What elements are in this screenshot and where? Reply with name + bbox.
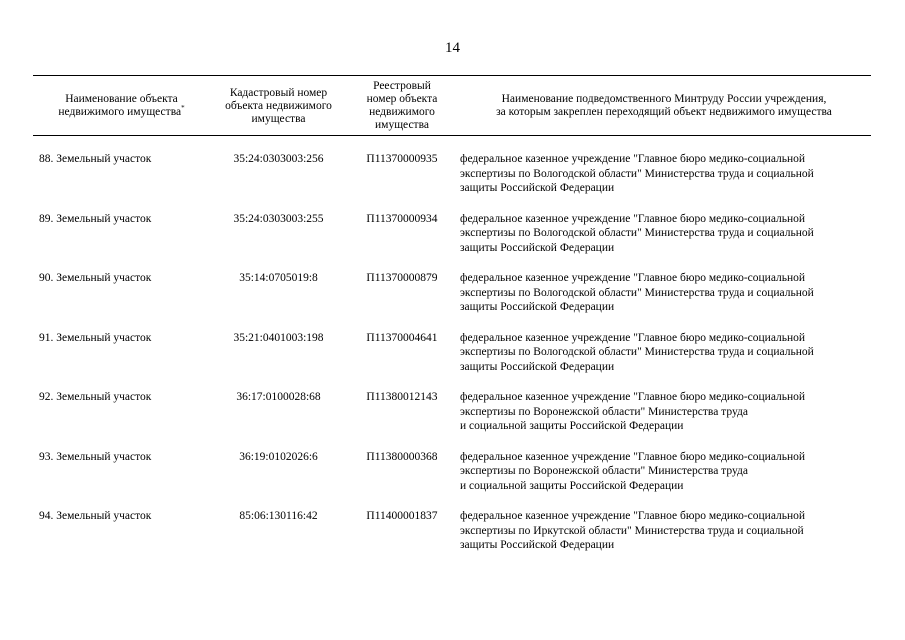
table-row	[33, 450, 871, 510]
registry-number: П11400001837	[366, 510, 438, 522]
header-object-name	[33, 78, 210, 134]
header-object-name-label	[58, 93, 184, 119]
object-name: 94. Земельный участок	[39, 510, 152, 522]
table-row	[33, 152, 871, 212]
institution-name: федеральное казенное учреждение "Главное бюро медико-социальной экспертизы по Воронежской области" Министерства труда и социальной защиты Российской Федерации	[460, 450, 806, 492]
table-row	[33, 509, 871, 569]
cadastral-number: 36:17:0100028:68	[236, 391, 321, 403]
header-cadastral-number: Кадастровый номер объекта недвижимого имущества	[225, 86, 332, 125]
institution-name: федеральное казенное учреждение "Главное бюро медико-социальной экспертизы по Вологодской области" Министерства труда и социальной защиты Российской Федерации	[460, 331, 814, 373]
cadastral-number: 35:24:0303003:255	[233, 212, 324, 225]
registry-number: П11370000935	[366, 153, 438, 165]
registry-number: П11380012143	[366, 391, 438, 403]
cadastral-number: 35:24:0303003:256	[233, 153, 324, 165]
object-name: 92. Земельный участок	[39, 391, 152, 403]
cadastral-number: 36:19:0102026:6	[239, 450, 318, 463]
registry-number: П11370000879	[366, 272, 438, 284]
table-row	[33, 212, 871, 272]
object-name: 91. Земельный участок	[39, 331, 152, 344]
institution-name: федеральное казенное учреждение "Главное бюро медико-социальной экспертизы по Вологодской области" Министерства труда и социальной защиты Российской Федерации	[460, 153, 814, 194]
registry-number: П11370004641	[366, 331, 438, 344]
institution-name: федеральное казенное учреждение "Главное бюро медико-социальной экспертизы по Воронежской области" Министерства труда и социальной защиты Российской Федерации	[460, 391, 806, 432]
table-row	[33, 390, 871, 450]
table-header-rule	[33, 135, 871, 136]
table-top-rule	[33, 75, 871, 76]
cadastral-number: 35:21:0401003:198	[233, 331, 324, 344]
table-row	[33, 331, 871, 391]
page-number: 14	[445, 40, 460, 56]
object-name: 90. Земельный участок	[39, 272, 152, 284]
registry-number: П11380000368	[366, 450, 438, 463]
institution-name: федеральное казенное учреждение "Главное бюро медико-социальной экспертизы по Вологодской области" Министерства труда и социальной защиты Российской Федерации	[460, 212, 814, 254]
institution-name: федеральное казенное учреждение "Главное бюро медико-социальной экспертизы по Вологодской области" Министерства труда и социальной защиты Российской Федерации	[460, 272, 814, 313]
table-body	[33, 152, 871, 569]
object-name: 89. Земельный участок	[39, 212, 152, 225]
cadastral-number: 35:14:0705019:8	[239, 272, 318, 284]
header-institution: Наименование подведомственного Минтруду России учреждения, за которым закреплен переходящий объект недвижимого имущества	[496, 93, 832, 118]
footnote-mark: *	[181, 104, 185, 113]
cadastral-number: 85:06:130116:42	[239, 510, 318, 522]
header-registry-number: Реестровый номер объекта недвижимого имущества	[366, 80, 438, 131]
header-object-name-text: Наименование объекта недвижимого имущества	[58, 93, 182, 118]
registry-number: П11370000934	[366, 212, 438, 225]
object-name: 93. Земельный участок	[39, 450, 152, 463]
object-name: 88. Земельный участок	[39, 153, 152, 165]
table-row	[33, 271, 871, 331]
institution-name: федеральное казенное учреждение "Главное бюро медико-социальной экспертизы по Иркутской области" Министерства труда и социальной защиты Российской Федерации	[460, 510, 806, 551]
